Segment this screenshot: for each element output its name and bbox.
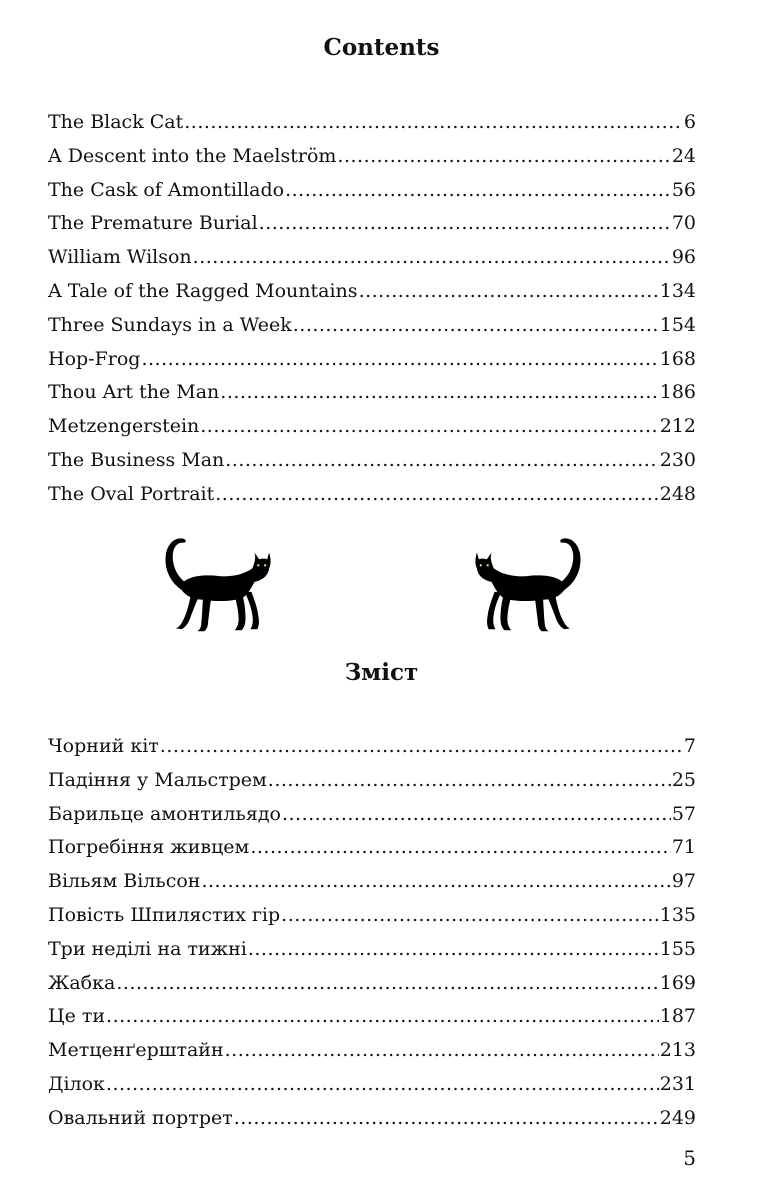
dot-leader xyxy=(248,933,659,967)
dot-leader xyxy=(201,865,670,899)
toc-entry-title: Погребіння живцем xyxy=(48,836,250,859)
dot-leader xyxy=(215,478,658,512)
black-cat-icon xyxy=(158,532,276,636)
toc-entry-page: 230 xyxy=(659,448,696,471)
toc-entry-title: The Oval Portrait xyxy=(48,482,215,505)
toc-entry-title: The Premature Burial xyxy=(48,212,258,235)
toc-entry xyxy=(48,207,696,241)
dot-leader xyxy=(268,764,671,798)
toc-entry xyxy=(48,106,696,140)
toc-entry-page: 231 xyxy=(659,1072,696,1095)
dot-leader xyxy=(234,1102,659,1136)
toc-entry-title: Повість Шпилястих гір xyxy=(48,903,281,926)
toc-entry-title: Жабка xyxy=(48,971,116,994)
toc-entry-page: 187 xyxy=(659,1005,696,1028)
toc-entry xyxy=(48,140,696,174)
toc-entry-page: 56 xyxy=(671,178,696,201)
toc-entry-title: Чорний кіт xyxy=(48,735,159,757)
toc-entry-title: The Cask of Amontillado xyxy=(48,178,285,201)
toc-entry-title: Ділок xyxy=(48,1072,105,1095)
dot-leader xyxy=(293,309,659,343)
dot-leader xyxy=(184,106,683,140)
page-number: 5 xyxy=(683,1146,696,1170)
toc-list-english xyxy=(48,106,696,512)
toc-entry xyxy=(48,174,696,208)
toc-list-ukrainian xyxy=(48,730,696,1136)
dot-leader xyxy=(285,174,671,208)
toc-entry xyxy=(48,444,696,478)
toc-entry-page: 186 xyxy=(659,381,696,404)
toc-entry xyxy=(48,967,696,1001)
dot-leader xyxy=(116,967,658,1001)
toc-entry-title: Hop-Frog xyxy=(48,347,141,370)
dot-leader xyxy=(106,1000,659,1034)
toc-entry-title: Metzengerstein xyxy=(48,415,200,438)
dot-leader xyxy=(193,241,671,275)
dot-leader xyxy=(160,730,683,764)
dot-leader xyxy=(259,207,671,241)
dot-leader xyxy=(281,899,659,933)
toc-entry xyxy=(48,309,696,343)
toc-entry-page: 24 xyxy=(671,144,696,167)
toc-entry xyxy=(48,376,696,410)
toc-entry-page: 248 xyxy=(659,482,696,505)
dot-leader xyxy=(282,798,671,832)
toc-entry xyxy=(48,865,696,899)
toc-entry-title: Падіння у Мальстрем xyxy=(48,768,267,791)
toc-entry xyxy=(48,1068,696,1102)
toc-entry-title: A Descent into the Maelström xyxy=(48,144,337,167)
dot-leader xyxy=(250,831,670,865)
toc-entry xyxy=(48,241,696,275)
dot-leader xyxy=(220,376,658,410)
toc-entry xyxy=(48,764,696,798)
toc-entry xyxy=(48,933,696,967)
toc-entry-title: William Wilson xyxy=(48,246,192,269)
dot-leader xyxy=(141,343,658,377)
toc-entry-page: 71 xyxy=(671,836,696,859)
toc-entry xyxy=(48,343,696,377)
toc-entry-page: 155 xyxy=(659,937,696,960)
toc-entry xyxy=(48,1102,696,1136)
dot-leader xyxy=(106,1068,659,1102)
toc-entry xyxy=(48,410,696,444)
toc-entry-page: 154 xyxy=(659,313,696,336)
toc-entry-title: Вільям Вільсон xyxy=(48,870,201,893)
toc-entry xyxy=(48,1000,696,1034)
toc-entry-page: 135 xyxy=(659,903,696,926)
toc-entry-title: The Black Cat xyxy=(48,111,184,133)
toc-entry-page: 249 xyxy=(659,1106,696,1129)
dot-leader xyxy=(337,140,670,174)
toc-entry-page: 57 xyxy=(671,802,696,825)
toc-entry-title: Це ти xyxy=(48,1005,106,1028)
toc-entry-page: 96 xyxy=(671,246,696,269)
toc-entry-page: 134 xyxy=(659,279,696,302)
toc-entry-title: Three Sundays in a Week xyxy=(48,313,292,336)
toc-entry xyxy=(48,275,696,309)
toc-entry xyxy=(48,1034,696,1068)
toc-entry xyxy=(48,798,696,832)
toc-entry xyxy=(48,899,696,933)
contents-heading: Contents xyxy=(323,34,440,61)
toc-entry-title: Метценґерштайн xyxy=(48,1039,224,1062)
dot-leader xyxy=(200,410,658,444)
toc-entry-page: 70 xyxy=(671,212,696,235)
toc-entry xyxy=(48,831,696,865)
toc-entry-title: Овальний портрет xyxy=(48,1106,233,1129)
contents-heading-ukrainian: Зміст xyxy=(344,659,419,686)
toc-entry-page: 168 xyxy=(659,347,696,370)
dot-leader xyxy=(359,275,659,309)
toc-entry-title: Thou Art the Man xyxy=(48,381,220,404)
toc-entry xyxy=(48,478,696,512)
toc-entry-page: 25 xyxy=(671,768,696,791)
toc-entry-title: Барильце амонтильядо xyxy=(48,802,281,825)
toc-entry-title: A Tale of the Ragged Mountains xyxy=(48,279,358,302)
dot-leader xyxy=(225,444,658,478)
toc-entry-page: 213 xyxy=(659,1039,696,1062)
toc-entry-title: Три неділі на тижні xyxy=(48,937,247,960)
toc-entry-title: The Business Man xyxy=(48,448,225,471)
dot-leader xyxy=(225,1034,659,1068)
toc-entry xyxy=(48,730,696,764)
toc-entry-page: 6 xyxy=(683,111,696,133)
toc-entry-page: 169 xyxy=(659,971,696,994)
black-cat-icon xyxy=(470,532,588,636)
toc-entry-page: 97 xyxy=(671,870,696,893)
toc-entry-page: 7 xyxy=(683,735,696,757)
toc-entry-page: 212 xyxy=(659,415,696,438)
